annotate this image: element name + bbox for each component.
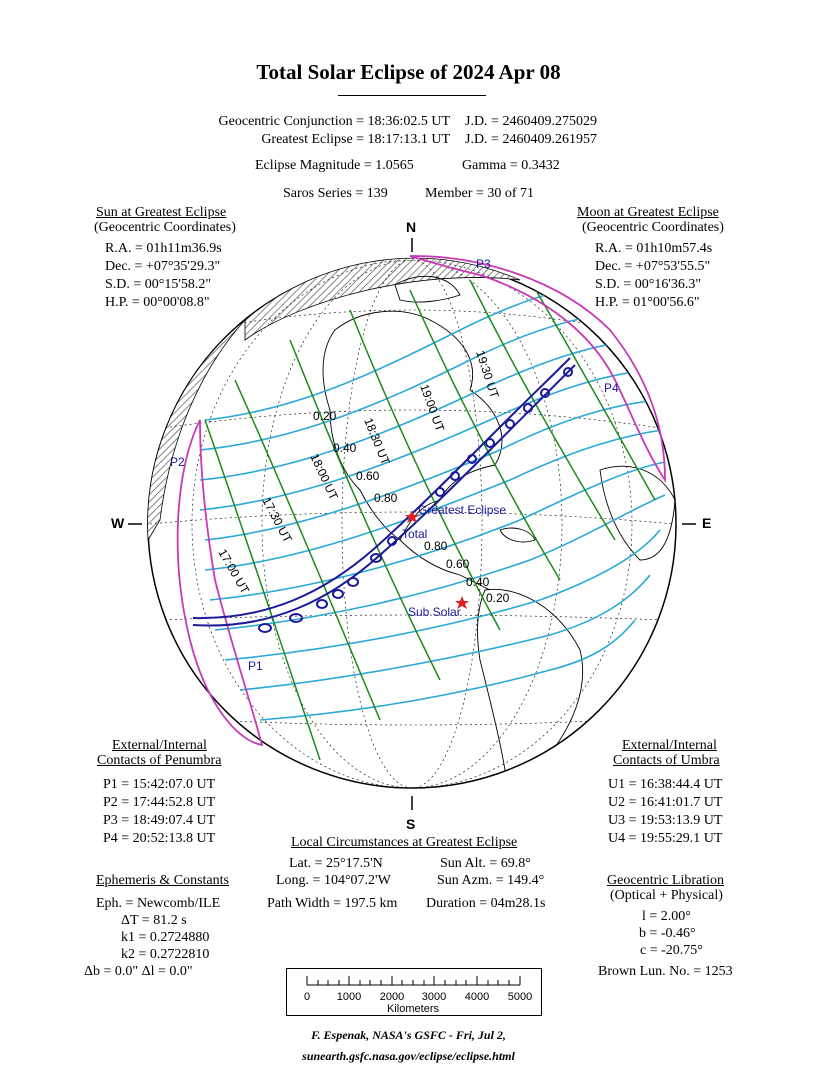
time-1830-label: 18:30 UT <box>361 415 393 467</box>
local-sun-azm: Sun Azm. = 149.4° <box>437 873 545 888</box>
sun-hp: H.P. = 00°00'08.8" <box>105 295 210 310</box>
p4-value: P4 = 20:52:13.8 UT <box>103 831 216 846</box>
mag-060b-label: 0.60 <box>446 557 470 571</box>
member-text: Member = 30 of 71 <box>425 186 534 201</box>
moon-dec: Dec. = +07°53'55.5" <box>595 259 711 274</box>
umbra-heading2: Contacts of Umbra <box>613 753 720 768</box>
gamma-text: Gamma = 0.3432 <box>462 158 560 173</box>
penumbra-heading2: Contacts of Penumbra <box>97 753 222 768</box>
compass-east: E <box>702 515 712 531</box>
libration-heading: Geocentric Libration <box>607 873 725 888</box>
ephemeris-heading: Ephemeris & Constants <box>96 873 229 888</box>
p4-label: P4 <box>604 381 619 395</box>
mag-020b-label: 0.20 <box>486 591 510 605</box>
scale-tick-0: 0 <box>303 991 311 1003</box>
magnitude-text: Eclipse Magnitude = 1.0565 <box>255 158 414 173</box>
moon-sd: S.D. = 00°16'36.3" <box>595 277 702 292</box>
local-sun-alt: Sun Alt. = 69.8° <box>440 856 531 871</box>
moon-heading: Moon at Greatest Eclipse <box>577 205 719 220</box>
sun-dec: Dec. = +07°35'29.3" <box>105 259 221 274</box>
scale-tick-1000: 1000 <box>336 991 362 1003</box>
libration-b: b = -0.46° <box>639 926 696 941</box>
sun-sd: S.D. = 00°15'58.2" <box>105 277 212 292</box>
p1-value: P1 = 15:42:07.0 UT <box>103 777 216 792</box>
local-path-width: Path Width = 197.5 km <box>267 896 398 911</box>
sun-ra: R.A. = 01h11m36.9s <box>105 241 222 256</box>
compass-west: W <box>111 515 125 531</box>
compass-south: S <box>406 816 416 832</box>
mag-060-label: 0.60 <box>356 469 380 483</box>
ephemeris-db-dl: Δb = 0.0" Δl = 0.0" <box>84 964 193 979</box>
time-1930-label: 19:30 UT <box>473 348 502 400</box>
p2-label: P2 <box>170 455 185 469</box>
libration-c: c = -20.75° <box>640 943 703 958</box>
penumbra-heading1: External/Internal <box>112 738 207 753</box>
local-lat: Lat. = 25°17.5'N <box>289 856 383 871</box>
sun-subheading: (Geocentric Coordinates) <box>94 220 236 235</box>
u4-value: U4 = 19:55:29.1 UT <box>608 831 723 846</box>
conjunction-text: Geocentric Conjunction = 18:36:02.5 UT <box>218 114 450 129</box>
credit-line2: sunearth.gsfc.nasa.gov/eclipse/eclipse.html <box>302 1049 515 1063</box>
p2-value: P2 = 17:44:52.8 UT <box>103 795 216 810</box>
local-duration: Duration = 04m28.1s <box>426 896 546 911</box>
moon-hp: H.P. = 01°00'56.6" <box>595 295 700 310</box>
u3-value: U3 = 19:53:13.9 UT <box>608 813 723 828</box>
p3-label: P3 <box>476 257 491 271</box>
brown-lunation: Brown Lun. No. = 1253 <box>598 964 733 979</box>
scale-ticks <box>307 976 520 985</box>
mag-040-label: 0.40 <box>333 441 357 455</box>
umbra-heading1: External/Internal <box>622 738 717 753</box>
sun-heading: Sun at Greatest Eclipse <box>96 205 227 220</box>
ephemeris-k1: k1 = 0.2724880 <box>121 930 210 945</box>
conjunction-jd: J.D. = 2460409.275029 <box>465 114 597 129</box>
time-1730-label: 17:30 UT <box>259 494 295 545</box>
ephemeris-eph: Eph. = Newcomb/ILE <box>96 896 221 911</box>
mag-020-label: 0.20 <box>313 409 337 423</box>
page-title: Total Solar Eclipse of 2024 Apr 08 <box>256 60 561 84</box>
total-label: Total <box>402 527 428 541</box>
time-1900-label: 19:00 UT <box>417 382 448 434</box>
scale-tick-2000: 2000 <box>379 991 405 1003</box>
mag-040b-label: 0.40 <box>466 575 490 589</box>
greatest-jd: J.D. = 2460409.261957 <box>465 132 597 147</box>
credit-line1: F. Espenak, NASA's GSFC - Fri, Jul 2, <box>311 1028 506 1042</box>
time-1700-label: 17:00 UT <box>215 546 253 597</box>
libration-l: l = 2.00° <box>642 909 691 924</box>
local-heading: Local Circumstances at Greatest Eclipse <box>291 835 518 850</box>
compass-north: N <box>406 219 417 235</box>
scale-tick-3000: 3000 <box>421 991 447 1003</box>
p1-label: P1 <box>248 659 263 673</box>
ephemeris-k2: k2 = 0.2722810 <box>121 947 210 962</box>
u1-value: U1 = 16:38:44.4 UT <box>608 777 723 792</box>
scale-tick-4000: 4000 <box>464 991 490 1003</box>
saros-text: Saros Series = 139 <box>283 186 388 201</box>
time-1800-label: 18:00 UT <box>307 451 341 503</box>
local-long: Long. = 104°07.2'W <box>276 873 391 888</box>
p3-value: P3 = 18:49:07.4 UT <box>103 813 216 828</box>
moon-subheading: (Geocentric Coordinates) <box>582 220 724 235</box>
moon-ra: R.A. = 01h10m57.4s <box>595 241 713 256</box>
scale-unit: Kilometers <box>387 1003 439 1015</box>
libration-sub: (Optical + Physical) <box>610 888 723 903</box>
scale-tick-5000: 5000 <box>507 991 533 1003</box>
greatest-text: Greatest Eclipse = 18:17:13.1 UT <box>261 132 450 147</box>
greatest-eclipse-label: Greatest Eclipse <box>418 503 507 517</box>
u2-value: U2 = 16:41:01.7 UT <box>608 795 723 810</box>
sub-solar-label: Sub Solar <box>408 605 461 619</box>
mag-080b-label: 0.80 <box>424 539 448 553</box>
mag-080-label: 0.80 <box>374 491 398 505</box>
ephemeris-dt: ΔT = 81.2 s <box>121 913 187 928</box>
